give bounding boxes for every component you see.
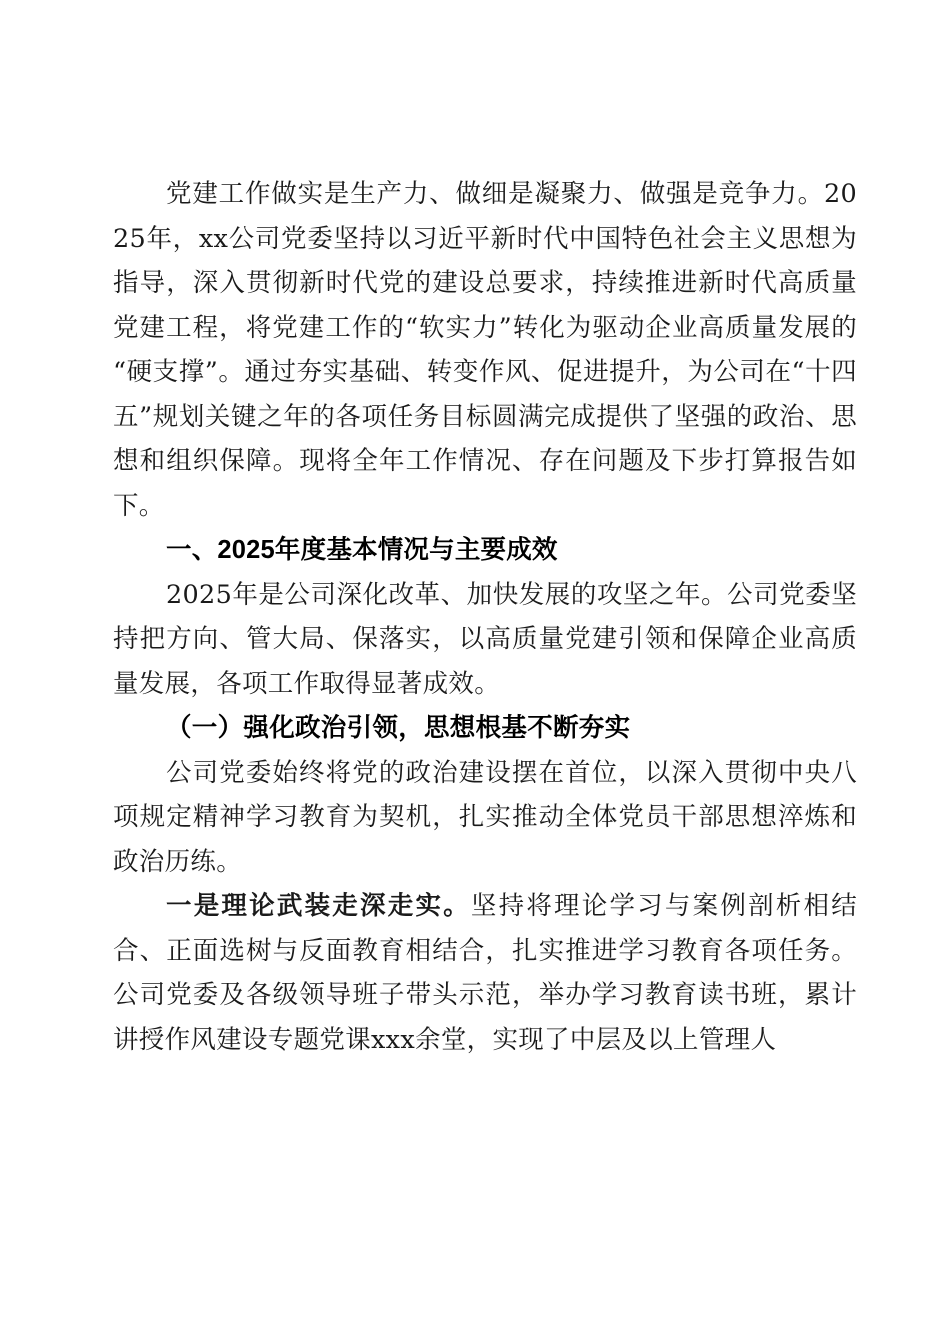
document-body [113, 0, 857, 1062]
subsection-1-1-paragraph: 公司党委始终将党的政治建设摆在首位，以深入贯彻中央八项规定精神学习教育为契机，扎实推动全体党员干部思想淬炼和政治历练。 [113, 757, 857, 877]
point-1-paragraph [113, 884, 857, 1062]
section-heading-1: 一、2025年度基本情况与主要成效 [166, 536, 558, 564]
intro-paragraph: 党建工作做实是生产力、做细是凝聚力、做强是竞争力。2025年，xx公司党委坚持以习近平新时代中国特色社会主义思想为指导，深入贯彻新时代党的建设总要求，持续推进新时代高质量党建工程，将党建工作的“软实力”转化为驱动企业高质量发展的“硬支撑”。通过夯实基础、转变作风、促进提升，为公司在“十四五”规划关键之年的各项任务目标圆满完成提供了坚强的政治、思想和组织保障。现将全年工作情况、存在问题及下步打算报告如下。 [113, 179, 857, 521]
subsection-heading-1-1: （一）强化政治引领，思想根基不断夯实 [166, 713, 631, 743]
page-title [113, 0, 857, 134]
section-1-paragraph: 2025年是公司深化改革、加快发展的攻坚之年。公司党委坚持把方向、管大局、保落实，以高质量党建引领和保障企业高质量发展，各项工作取得显著成效。 [113, 579, 857, 699]
point-1-lead-in: 一是理论武装走深走实。 [166, 891, 471, 921]
point-1-body-text: 坚持将理论学习与案例剖析相结合、正面选树与反面教育相结合，扎实推进学习教育各项任务。公司党委及各级领导班子带头示范，举办学习教育读书班，累计讲授作风建设专题党课xxx余堂，实现了中层及以上管理人 [113, 891, 857, 1055]
